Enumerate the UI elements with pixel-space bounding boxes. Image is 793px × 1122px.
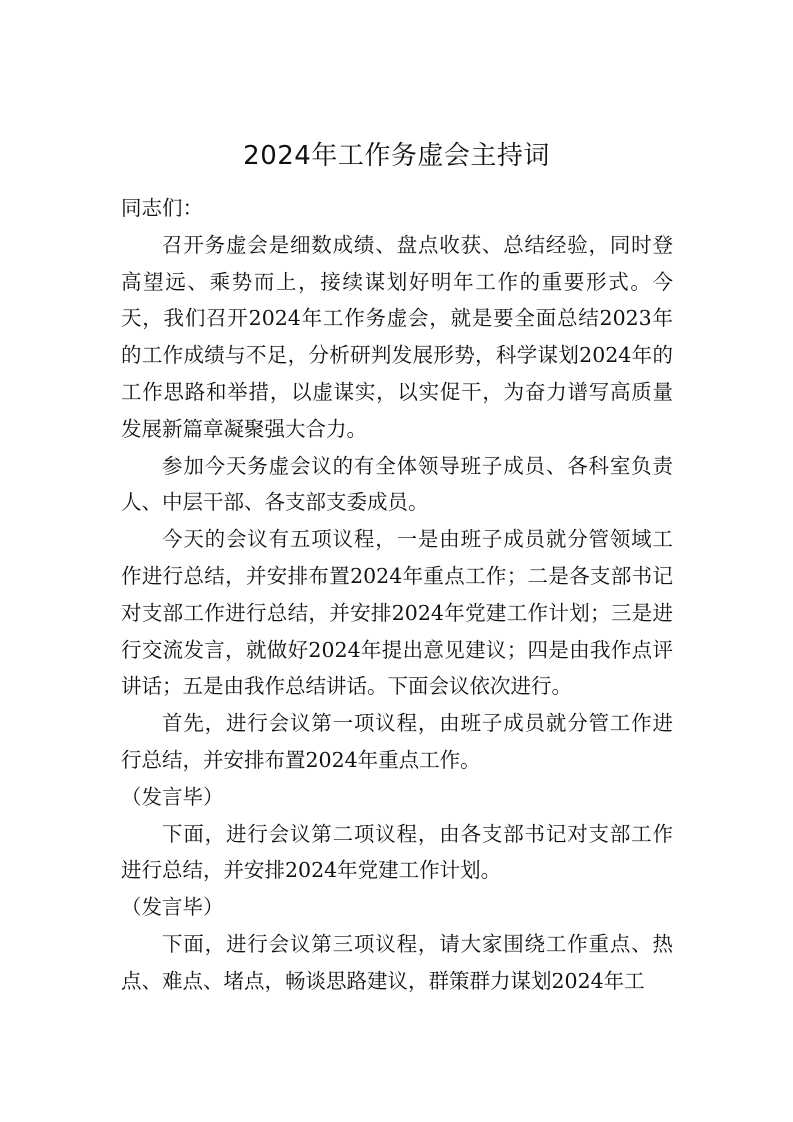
document-body — [121, 190, 673, 1000]
speech-end-note: （发言毕） — [121, 895, 224, 920]
paragraph-agenda: 今天的会议有五项议程，一是由班子成员就分管领域工作进行总结，并安排布置2024年重点工作；二是各支部书记对支部工作进行总结，并安排2024年党建工作计划；三是进行交流发言，就做好2024年提出意见建议；四是由我作点评讲话；五是由我作总结讲话。下面会议依次进行。 — [121, 527, 673, 699]
paragraph-intro: 召开务虚会是细数成绩、盘点收获、总结经验，同时登高望远、乘势而上，接续谋划好明年工作的重要形式。今天，我们召开2024年工作务虚会，就是要全面总结2023年的工作成绩与不足，分析研判发展形势，科学谋划2024年的工作思路和举措，以虚谋实，以实促干，为奋力谱写高质量发展新篇章凝聚强大合力。 — [121, 232, 673, 441]
paragraph-item-three: 下面，进行会议第三项议程，请大家围绕工作重点、热点、难点、堵点，畅谈思路建议，群策群力谋划2024年工 — [121, 931, 673, 993]
salutation: 同志们： — [121, 196, 203, 220]
speech-end-note: （发言毕） — [121, 784, 224, 809]
paragraph-item-two: 下面，进行会议第二项议程，由各支部书记对支部工作进行总结，并安排2024年党建工作计划。 — [121, 821, 673, 883]
document-title: 2024年工作务虚会主持词 — [243, 141, 550, 171]
paragraph-attendees: 参加今天务虚会议的有全体领导班子成员、各科室负责人、中层干部、各支部支委成员。 — [121, 453, 673, 515]
paragraph-item-one: 首先，进行会议第一项议程，由班子成员就分管工作进行总结，并安排布置2024年重点工作。 — [121, 711, 673, 772]
